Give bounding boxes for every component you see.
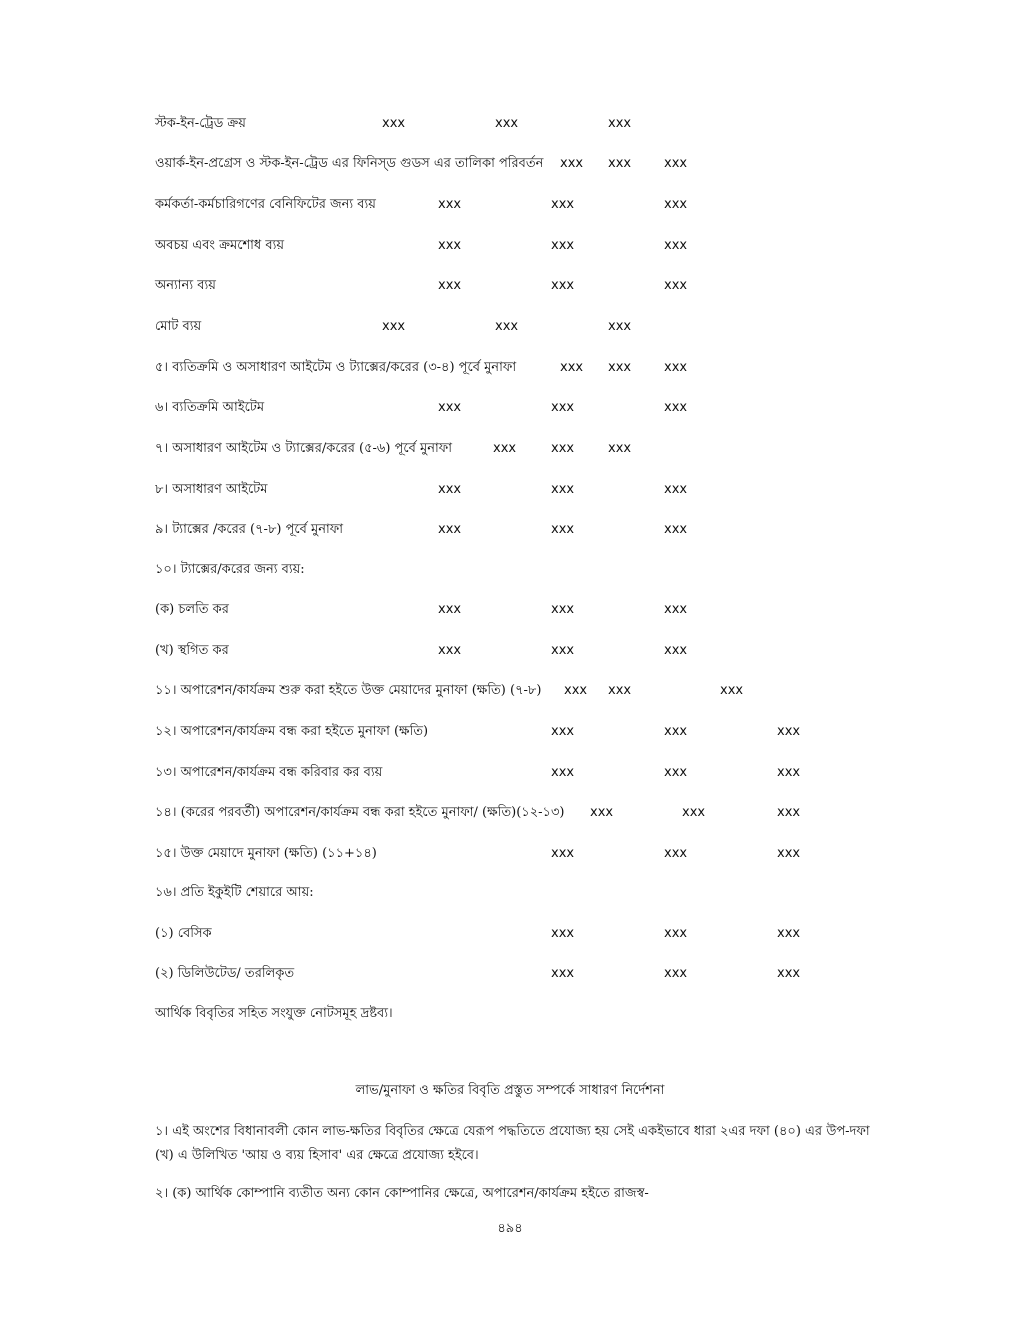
row-label: ১৩। অপারেশন/কার্যক্রম বন্ধ করিবার কর ব্যয় xyxy=(155,765,383,780)
row-value: xxx xyxy=(608,683,632,698)
row-value: xxx xyxy=(438,522,462,537)
row-value: xxx xyxy=(608,441,632,456)
row-value: xxx xyxy=(551,966,575,981)
row-value: xxx xyxy=(551,400,575,415)
statement-row xyxy=(0,923,1020,945)
statement-row xyxy=(0,275,1020,297)
row-value: xxx xyxy=(664,156,688,171)
statement-row xyxy=(0,479,1020,501)
statement-row xyxy=(0,640,1020,662)
statement-row xyxy=(0,680,1020,702)
row-label: ১৫। উক্ত মেয়াদে মুনাফা (ক্ষতি) (১১+১৪) xyxy=(155,846,377,861)
row-value: xxx xyxy=(438,238,462,253)
row-label: ১১। অপারেশন/কার্যক্রম শুরু করা হইতে উক্ত মেয়াদের মুনাফা (ক্ষতি) (৭-৮) xyxy=(155,683,542,698)
row-value: xxx xyxy=(664,926,688,941)
row-value: xxx xyxy=(664,238,688,253)
row-label: ৫। ব্যতিক্রমি ও অসাধারণ আইটেম ও ট্যাক্সের/করের (৩-৪) পূর্বে মুনাফা xyxy=(155,360,517,375)
row-value: xxx xyxy=(551,643,575,658)
row-value: xxx xyxy=(560,156,584,171)
row-label: (ক) চলতি কর xyxy=(155,602,229,617)
row-label: স্টক-ইন-ট্রেড ক্রয় xyxy=(155,116,246,131)
row-value: xxx xyxy=(682,805,706,820)
statement-row xyxy=(0,1003,1020,1025)
row-value: xxx xyxy=(382,319,406,334)
row-label: ১৬। প্রতি ইকুইটি শেয়ারে আয়: xyxy=(155,885,314,900)
row-value: xxx xyxy=(664,522,688,537)
row-value: xxx xyxy=(720,683,744,698)
row-label: ৯। ট্যাক্সের /করের (৭-৮) পূর্বে মুনাফা xyxy=(155,522,344,537)
row-value: xxx xyxy=(438,602,462,617)
row-value: xxx xyxy=(551,238,575,253)
row-value: xxx xyxy=(564,683,588,698)
row-value: xxx xyxy=(551,197,575,212)
statement-row xyxy=(0,843,1020,865)
row-label: (২) ডিলিউটেড/ তরলিকৃত xyxy=(155,966,295,981)
row-value: xxx xyxy=(493,441,517,456)
row-value: xxx xyxy=(664,197,688,212)
row-label: (খ) স্থগিত কর xyxy=(155,643,229,658)
statement-row xyxy=(0,397,1020,419)
row-value: xxx xyxy=(608,116,632,131)
row-value: xxx xyxy=(438,643,462,658)
row-value: xxx xyxy=(664,400,688,415)
row-value: xxx xyxy=(382,116,406,131)
row-value: xxx xyxy=(551,765,575,780)
section-heading: লাভ/মুনাফা ও ক্ষতির বিবৃতি প্রস্তুত সম্পর্কে সাধারণ নির্দেশনা xyxy=(355,1083,665,1098)
row-value: xxx xyxy=(551,482,575,497)
row-label: মোট ব্যয় xyxy=(155,319,202,334)
row-value: xxx xyxy=(551,441,575,456)
row-value: xxx xyxy=(551,278,575,293)
row-value: xxx xyxy=(495,116,519,131)
row-value: xxx xyxy=(777,846,801,861)
row-value: xxx xyxy=(664,846,688,861)
statement-row xyxy=(0,721,1020,743)
row-value: xxx xyxy=(551,846,575,861)
row-label: ৭। অসাধারণ আইটেম ও ট্যাক্সের/করের (৫-৬) পূর্বে মুনাফা xyxy=(155,441,453,456)
statement-row xyxy=(0,194,1020,216)
statement-row xyxy=(0,438,1020,460)
row-value: xxx xyxy=(777,926,801,941)
row-value: xxx xyxy=(777,724,801,739)
row-label: অবচয় এবং ক্রমশোধ ব্যয় xyxy=(155,238,285,253)
statement-row xyxy=(0,802,1020,824)
statement-row xyxy=(0,559,1020,581)
row-value: xxx xyxy=(664,966,688,981)
row-value: xxx xyxy=(664,724,688,739)
row-value: xxx xyxy=(777,966,801,981)
row-value: xxx xyxy=(664,278,688,293)
row-value: xxx xyxy=(608,360,632,375)
row-value: xxx xyxy=(551,602,575,617)
row-value: xxx xyxy=(438,400,462,415)
row-label: ১২। অপারেশন/কার্যক্রম বন্ধ করা হইতে মুনাফা (ক্ষতি) xyxy=(155,724,429,739)
statement-row xyxy=(0,357,1020,379)
row-label: আর্থিক বিবৃতির সহিত সংযুক্ত নোটসমূহ দ্রষ্টব্য। xyxy=(155,1006,393,1021)
row-value: xxx xyxy=(590,805,614,820)
row-value: xxx xyxy=(551,522,575,537)
statement-row xyxy=(0,519,1020,541)
instruction-paragraph-2: ২। (ক) আর্থিক কোম্পানি ব্যতীত অন্য কোন কোম্পানির ক্ষেত্রে, অপারেশন/কার্যক্রম হইতে রাজস্ব- xyxy=(155,1186,649,1201)
row-value: xxx xyxy=(664,765,688,780)
row-label: ৮। অসাধারণ আইটেম xyxy=(155,482,268,497)
row-label: ১০। ট্যাক্সের/করের জন্য ব্যয়: xyxy=(155,562,305,577)
row-value: xxx xyxy=(664,360,688,375)
statement-row xyxy=(0,316,1020,338)
row-label: ৬। ব্যতিক্রমি আইটেম xyxy=(155,400,265,415)
row-label: ওয়ার্ক-ইন-প্রগ্রেস ও স্টক-ইন-ট্রেড এর ফিনিস্ড গুডস এর তালিকা পরিবর্তন xyxy=(155,156,544,171)
row-value: xxx xyxy=(438,278,462,293)
row-label: ১৪। (করের পরবর্তী) অপারেশন/কার্যক্রম বন্ধ করা হইতে মুনাফা/ (ক্ষতি)(১২-১৩) xyxy=(155,805,565,820)
row-value: xxx xyxy=(664,482,688,497)
row-value: xxx xyxy=(438,482,462,497)
row-value: xxx xyxy=(560,360,584,375)
row-value: xxx xyxy=(608,156,632,171)
statement-row xyxy=(0,762,1020,784)
row-value: xxx xyxy=(777,765,801,780)
row-label: (১) বেসিক xyxy=(155,926,212,941)
row-value: xxx xyxy=(664,643,688,658)
row-value: xxx xyxy=(551,724,575,739)
row-value: xxx xyxy=(438,197,462,212)
statement-row xyxy=(0,599,1020,621)
row-value: xxx xyxy=(608,319,632,334)
row-value: xxx xyxy=(495,319,519,334)
statement-row xyxy=(0,963,1020,985)
row-label: কর্মকর্তা-কর্মচারিগণের বেনিফিটের জন্য ব্যয় xyxy=(155,197,376,212)
statement-row xyxy=(0,113,1020,135)
instruction-paragraph-1: ১। এই অংশের বিধানাবলী কোন লাভ-ক্ষতির বিবৃতির ক্ষেত্রে যেরূপ পদ্ধতিতে প্রযোজ্য হয় সেই একইভাবে ধারা ২এর দফা (৪০) এর উপ-দফা (খ) এ উলিখিত 'আয় ও ব্যয় হিসাব' এর ক্ষেত্রে প্রযোজ্য হইবে। xyxy=(155,1124,870,1163)
row-value: xxx xyxy=(777,805,801,820)
statement-row xyxy=(0,153,1020,175)
statement-row xyxy=(0,235,1020,257)
statement-row xyxy=(0,882,1020,904)
row-label: অন্যান্য ব্যয় xyxy=(155,278,216,293)
page-number: ৪৯৪ xyxy=(497,1221,523,1236)
row-value: xxx xyxy=(551,926,575,941)
row-value: xxx xyxy=(664,602,688,617)
